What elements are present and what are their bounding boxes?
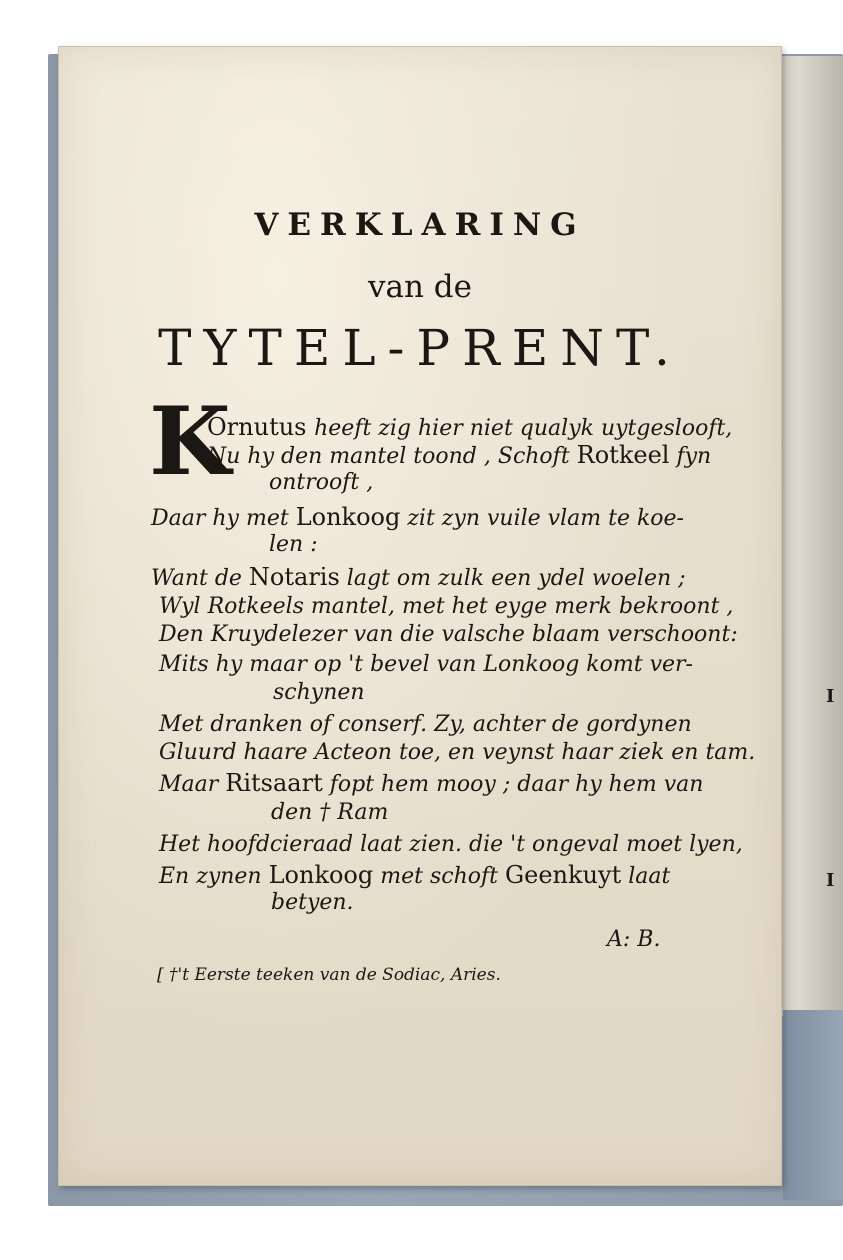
footnote: [ †'t Eerste teeken van de Sodiac, Aries. <box>157 965 501 985</box>
verse-text: fopt hem mooy ; daar hy hem van <box>322 772 704 797</box>
verse-text: Wyl Rotkeels mantel, met het eyge merk bekroont , <box>159 594 734 619</box>
verse-text: zit zyn vuile vlam te koe- <box>400 506 684 531</box>
spine-mark: I <box>826 870 835 891</box>
verse-line <box>159 593 733 621</box>
verse-text: heeft zig hier niet qualyk uytgesl <box>314 416 682 441</box>
verse-line <box>271 889 354 917</box>
verse-name-roman: Lonkoog <box>268 861 374 889</box>
verse-line <box>271 799 388 827</box>
verse-line <box>151 503 684 533</box>
verse-name-roman: Ritsaart <box>225 769 323 797</box>
verse-line <box>151 563 686 593</box>
verse-text: schynen <box>273 680 365 705</box>
verse-text: Het hoofdcieraad laat zien. die 't ongeval moet lyen, <box>159 832 743 857</box>
signature: A: B. <box>607 927 661 952</box>
verse-line <box>207 413 732 443</box>
drop-cap: K <box>149 387 231 497</box>
verse-text: Want de <box>151 566 249 591</box>
verse-text: met schoft <box>373 864 505 889</box>
verse-text: Gluurd haare Acteon toe, en veynst haar ziek en tam. <box>159 740 756 765</box>
verse-line <box>159 651 693 679</box>
verse-text: len : <box>269 532 318 557</box>
verse-line <box>207 441 711 471</box>
heading-verklaring: VERKLARING <box>254 207 586 243</box>
spine-mark: I <box>826 686 835 707</box>
verse-text: laat <box>621 864 671 889</box>
verse-name-roman: Ornutus <box>207 413 315 441</box>
verse-text: En zynen <box>159 864 269 889</box>
verse-line <box>273 679 365 707</box>
verse-text: Nu hy den mantel toond , Schoft <box>207 444 577 469</box>
verse-text: ooft, <box>681 416 733 441</box>
heading-van-de: van de <box>367 269 472 305</box>
verse-line <box>269 469 373 497</box>
verse-text: Den Kruydelezer van die valsche blaam verschoont: <box>159 622 738 647</box>
verse-text: ontrooft , <box>269 470 374 495</box>
verse-line <box>159 861 670 891</box>
verse-text: lagt om zulk een ydel woelen ; <box>339 566 686 591</box>
book-page <box>58 46 782 1186</box>
verse-text: betyen. <box>271 890 354 915</box>
verse-name-roman: Rotkeel <box>576 441 670 469</box>
verse-line <box>159 831 743 859</box>
verse-name-roman: Lonkoog <box>295 503 401 531</box>
verse-line <box>159 739 755 767</box>
verse-text: Daar hy met <box>151 506 296 531</box>
verse-text: den † Ram <box>271 800 389 825</box>
verse-name-roman: Geenkuyt <box>504 861 622 889</box>
spine-lower-board <box>783 1010 843 1200</box>
verse-line <box>159 769 703 799</box>
verse-text: Mits hy maar op 't bevel van Lonkoog komt ver- <box>159 652 693 677</box>
verse-line <box>159 621 738 649</box>
verse-text: fyn <box>669 444 712 469</box>
verse-line <box>269 531 318 559</box>
verse-name-roman: Notaris <box>248 563 340 591</box>
verse-text: Maar <box>159 772 226 797</box>
verse-text: Met dranken of conserf. Zy, achter de gordynen <box>159 712 692 737</box>
heading-tytel-prent: TYTEL-PRENT. <box>158 319 682 377</box>
verse-line <box>159 711 692 739</box>
